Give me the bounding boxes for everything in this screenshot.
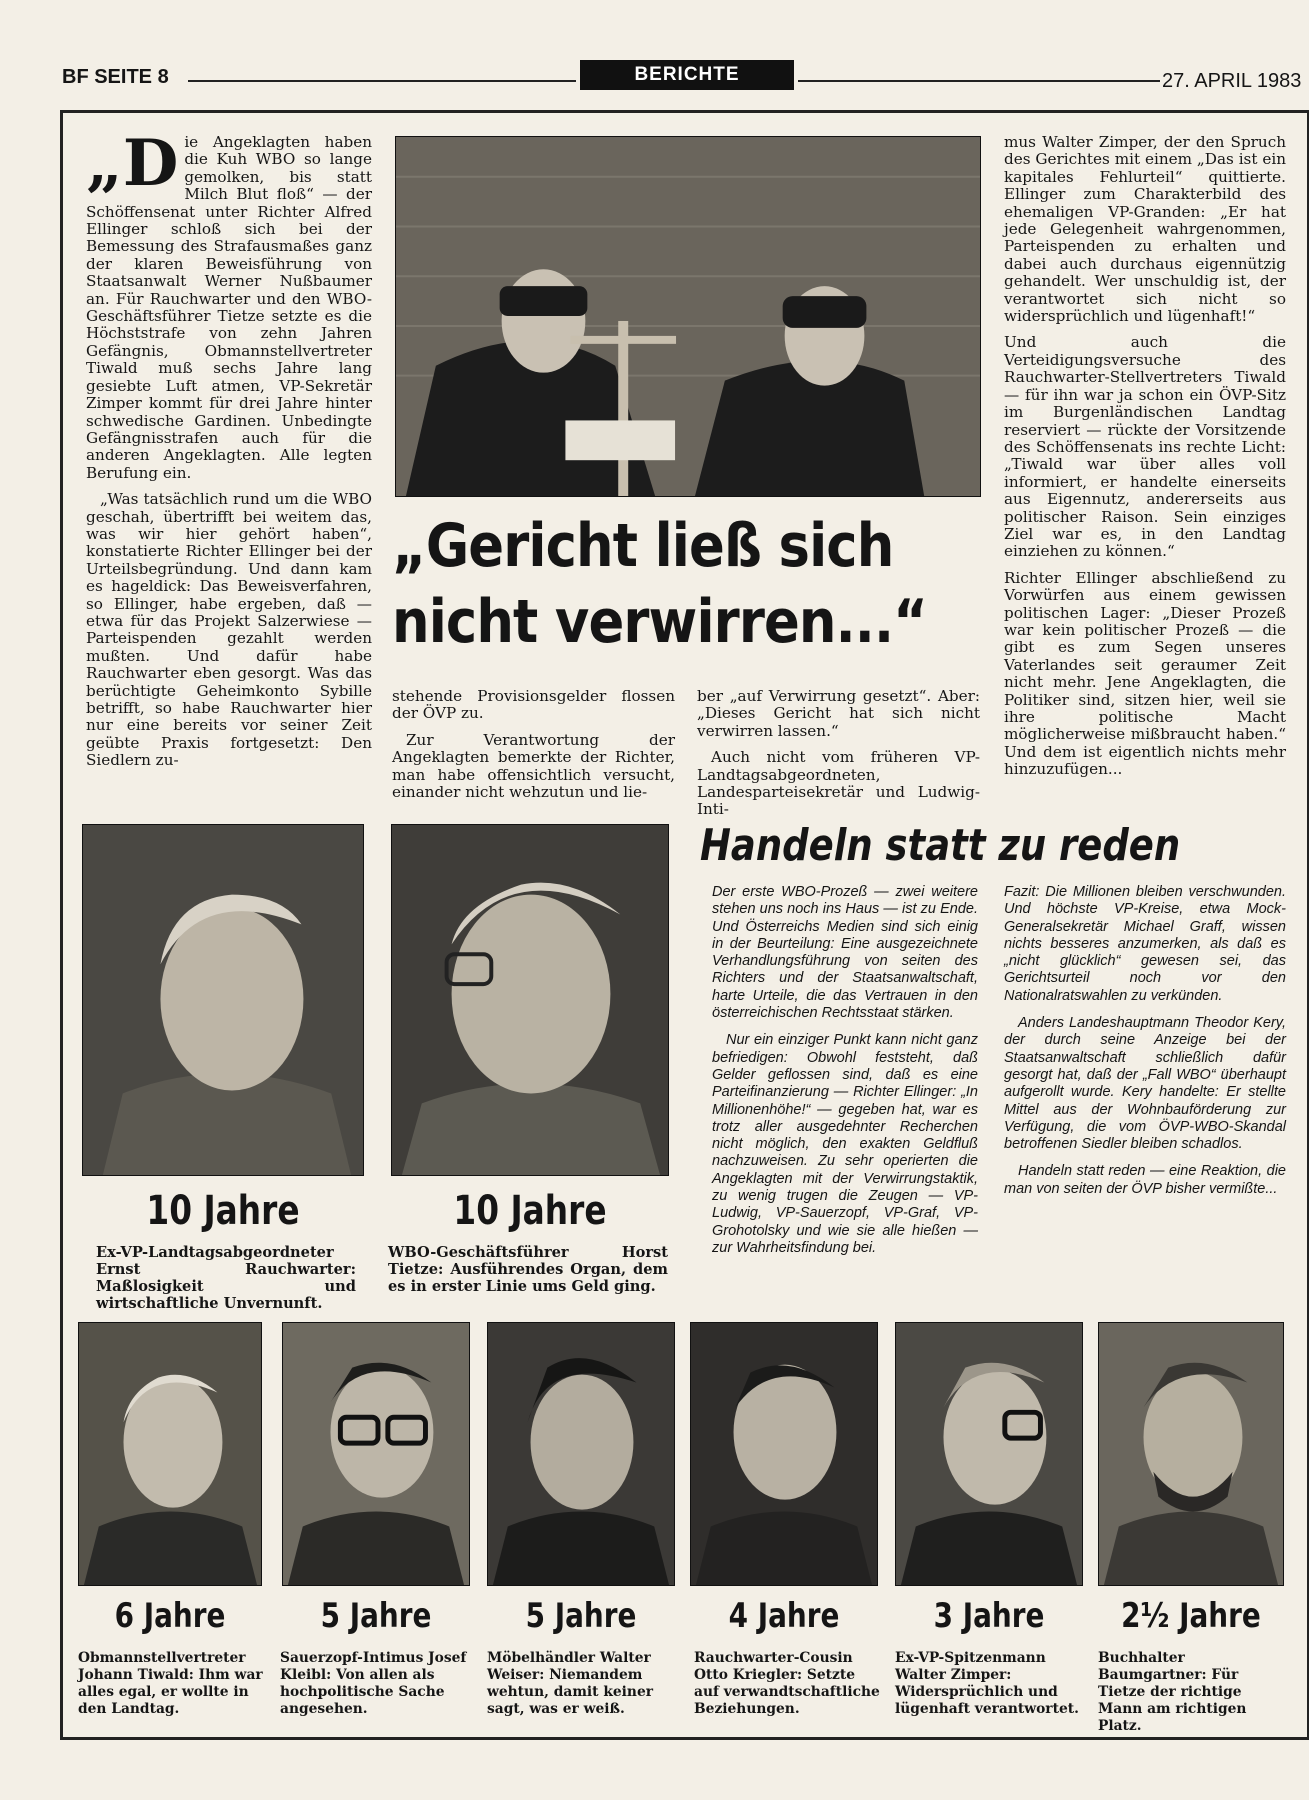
right-paragraph-2: Und auch die Verteidigungsversuche des Rauchwarter-Stellvertreters Tiwald — für ihn war ja schon ein ÖVP-Sitz im Burgenländischen Landtag reserviert — rückte der Vorsitzende des Schöffensenats ins rechte Licht: „Tiwald war über alles voll informiert, er handelte einerseits aus Eigennutz, andererseits aus politischer Raison. Sein einziges Ziel war es, in den Landtag einziehen zu können.“	[1004, 333, 1286, 561]
small-years-4: 4 Jahre	[728, 1596, 840, 1636]
small-caption-5: Ex-VP-Spitzenmann Walter Zimper: Widersprüchlich und lügenhaft verantwortet.	[895, 1650, 1079, 1717]
headline-line-1: „Gericht ließ sich	[392, 511, 894, 581]
portrait-baumgartner	[1098, 1322, 1284, 1586]
small-caption-1: Obmannstellvertreter Johann Tiwald: Ihm war alles egal, er wollte in den Landtag.	[78, 1650, 263, 1717]
lead-column	[86, 126, 372, 779]
header-rule-left	[188, 80, 576, 82]
commentary-1-paragraph-1: Der erste WBO-Prozeß — zwei weitere stehen uns noch ins Haus — ist zu Ende. Und Österreichs Medien sind sich einig in der Beurteilung: Eine ausgezeichnete Verhandlungsführung von seiten des Richters und der Staatsanwaltschaft, harte Urteile, die das Vertrauen in den österreichischen Rechtsstaat stärken.	[712, 884, 978, 1022]
headline-line-2: nicht verwirren...“	[392, 587, 927, 657]
big-caption-1: Ex-VP-Landtagsabgeordneter Ernst Rauchwarter: Maßlosigkeit und wirtschaftliche Unvernunft.	[96, 1244, 356, 1312]
commentary-1-paragraph-2: Nur ein einziger Punkt kann nicht ganz befriedigen: Obwohl feststeht, daß Gelder geflossen sind, daß es eine Parteifinanzierung — Richter Ellinger: „In Millionenhöhe!“ — gegeben hat, war es trotz aller ausgedehnter Recherchen nicht möglich, den exakten Geldfluß nachzuweisen. Zu sehr operierten die Angeklagten mit der Verwirrungstaktik, zu wenig trugen die Zeugen — VP-Ludwig, VP-Sauerzopf, VP-Graf, VP-Grohotolsky und wie sie alle hießen — zur Wahrheitsfindung bei.	[712, 1032, 978, 1256]
mid-column-a	[392, 688, 675, 810]
small-caption-2: Sauerzopf-Intimus Josef Kleibl: Von allen als hochpolitische Sache angesehen.	[280, 1650, 467, 1717]
right-column	[1004, 134, 1286, 788]
mid-column-b	[697, 688, 980, 828]
commentary-title: Handeln statt zu reden	[700, 820, 1181, 871]
mid-b-paragraph-1: ber „auf Verwirrung gesetzt“. Aber: „Dieses Gericht hat sich nicht verwirren lassen.“	[697, 687, 980, 740]
mid-b-paragraph-2: Auch nicht vom früheren VP-Landtagsabgeordneten, Landesparteisekretär und Ludwig-Inti-	[697, 748, 980, 819]
small-years-6: 2½ Jahre	[1121, 1596, 1261, 1636]
lead-paragraph-1: „Die Angeklagten haben die Kuh WBO so lange gemolken, bis statt Milch Blut floß“ — der Schöffensenat unter Richter Alfred Ellinger schloß sich bei der Bemessung des Strafausmaßes ganz der klaren Beweisführung von Staatsanwalt Werner Nußbaumer an. Für Rauchwarter und den WBO-Geschäftsführer Tietze setzte es die Höchststrafe von zehn Jahren Gefängnis, Obmannstellvertreter Tiwald muß sechs Jahre lang gesiebte Luft atmen, VP-Sekretär Zimper kommt für drei Jahre hinter schwedische Gardinen. Unbedingte Gefängnisstrafen auch für die anderen Angeklagten. Alle legten Berufung ein.	[86, 126, 372, 482]
commentary-column-2	[1004, 884, 1286, 1208]
portrait-rauchwarter	[82, 824, 364, 1176]
issue-date: 27. APRIL 1983	[1162, 70, 1302, 92]
small-years-2: 5 Jahre	[320, 1596, 432, 1636]
big-caption-2: WBO-Geschäftsführer Horst Tietze: Ausführendes Organ, dem es in erster Linie ums Geld ging.	[388, 1244, 668, 1295]
page-number: BF SEITE 8	[62, 66, 169, 88]
portrait-tiwald	[78, 1322, 262, 1586]
big-years-2: 10 Jahre	[453, 1188, 607, 1234]
commentary-2-paragraph-1: Fazit: Die Millionen bleiben verschwunden. Und höchste VP-Kreise, etwa Mock-Generalsekretär Michael Graff, wissen nichts besseres anzumerken, als daß es „nicht glücklich“ gewesen sei, das Gerichtsurteil noch vor den Nationalratswahlen zu verkünden.	[1004, 884, 1286, 1004]
portrait-zimper	[895, 1322, 1083, 1586]
mid-a-paragraph-1: stehende Provisionsgelder flossen der ÖVP zu.	[392, 687, 675, 723]
commentary-column-1	[712, 884, 978, 1267]
portrait-kleibl	[282, 1322, 470, 1586]
court-photo	[395, 136, 981, 497]
small-years-3: 5 Jahre	[525, 1596, 637, 1636]
portrait-kriegler	[690, 1322, 878, 1586]
commentary-2-paragraph-3: Handeln statt reden — eine Reaktion, die man von seiten der ÖVP bisher vermißte...	[1004, 1163, 1286, 1197]
right-paragraph-3: Richter Ellinger abschließend zu Vorwürfen aus einem gewissen politischen Lager: „Dieser Prozeß war kein politischer Prozeß — die gibt es zum Segen unseres Vaterlandes seit geraumer Zeit nicht mehr. Jene Angeklagten, die Politiker sind, sitzen hier, weil sie ihre politische Macht möglicherweise mißbraucht haben.“ Und dem ist eigentlich nichts mehr hinzuzufügen...	[1004, 568, 1286, 779]
portrait-tietze	[391, 824, 669, 1176]
small-caption-4: Rauchwarter-Cousin Otto Kriegler: Setzte auf verwandtschaftliche Beziehungen.	[694, 1650, 880, 1717]
big-years-1: 10 Jahre	[146, 1188, 300, 1234]
right-paragraph-1: mus Walter Zimper, der den Spruch des Gerichtes mit einem „Das ist ein kapitales Fehlurteil“ quittierte. Ellinger zum Charakterbild des ehemaligen VP-Granden: „Er hat jede Gelegenheit wahrgenommen, Parteispenden zu erhalten und dabei auch durchaus eigennützig gehandelt. Wer unschuldig ist, der verantwortet sich nicht so widersprüchlich und lügenhaft!“	[1004, 133, 1286, 326]
small-caption-6: Buchhalter Baumgartner: Für Tietze der richtige Mann am richtigen Platz.	[1098, 1650, 1247, 1734]
headline	[392, 508, 927, 660]
lead-paragraph-2: „Was tatsächlich rund um die WBO geschah, übertrifft bei weitem das, was wir hier gehört haben“, konstatierte Richter Ellinger bei der Urteilsbegründung. Und dann kam es hageldick: Das Beweisverfahren, so Ellinger, habe ergeben, daß — etwa für das Projekt Salzerwiese — Parteispenden gezahlt werden mußten. Und dafür habe Rauchwarter eben gesorgt. Was das berüchtigte Geheimkonto Sybille betrifft, so habe Rauchwarter hier nur eine bereits vor seiner Zeit geübte Praxis fortgesetzt: Den Siedlern zu-	[86, 490, 372, 770]
mid-a-paragraph-2: Zur Verantwortung der Angeklagten bemerkte der Richter, man habe offensichtlich versucht, einander nicht wehzutun und lie-	[392, 730, 675, 802]
portrait-weiser	[487, 1322, 675, 1586]
header-rule-right	[798, 80, 1160, 82]
small-years-1: 6 Jahre	[114, 1596, 226, 1636]
section-label: BERICHTE	[580, 60, 794, 90]
small-years-5: 3 Jahre	[933, 1596, 1045, 1636]
commentary-2-paragraph-2: Anders Landeshauptmann Theodor Kery, der durch seine Anzeige bei der Staatsanwaltschaft schließlich dafür gesorgt hat, daß der „Fall WBO“ überhaupt aufgerollt wurde. Kery handelte: Er stellte Mittel aus der Wohnbauförderung zur Verfügung, die vom ÖVP-WBO-Skandal betroffenen Siedler bleiben schadlos.	[1004, 1015, 1286, 1153]
dropcap: „D	[86, 126, 179, 201]
small-caption-3: Möbelhändler Walter Weiser: Niemandem wehtun, damit keiner sagt, was er weiß.	[487, 1650, 653, 1717]
